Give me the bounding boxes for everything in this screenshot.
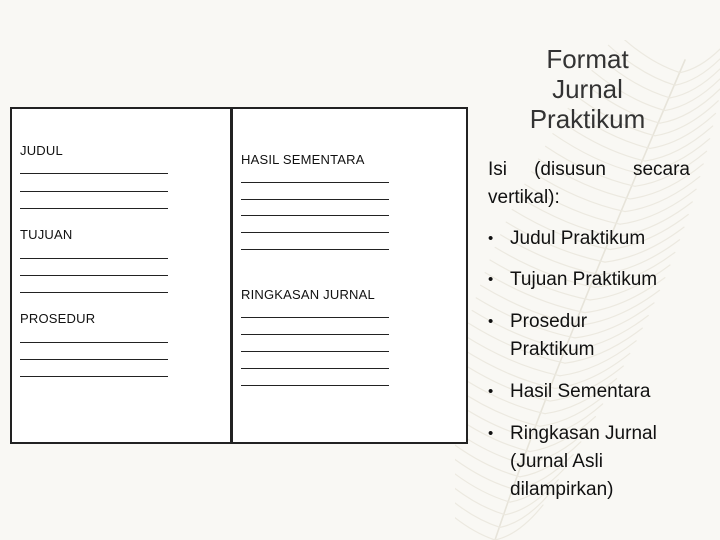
blank-line xyxy=(241,385,389,386)
section-title-ringkasan-jurnal: RINGKASAN JURNAL xyxy=(241,287,375,302)
blank-line xyxy=(241,249,389,250)
bullet-text: Tujuan Praktikum xyxy=(510,269,658,290)
blank-line xyxy=(241,182,389,183)
bullet-text: Praktikum xyxy=(510,339,595,360)
blank-line xyxy=(20,191,168,192)
bullet-dot: • xyxy=(488,271,494,288)
blank-line xyxy=(20,173,168,174)
journal-right-page xyxy=(231,107,468,444)
bullet-item xyxy=(488,308,703,364)
blank-line xyxy=(241,368,389,369)
bullet-text: Ringkasan Jurnal xyxy=(510,423,657,444)
blank-line xyxy=(241,334,389,335)
bullet-dot: • xyxy=(488,313,494,330)
bullet-text: (Jurnal Asli xyxy=(510,451,603,472)
bullet-text: Prosedur xyxy=(510,311,588,332)
blank-line xyxy=(20,258,168,259)
slide-title-line: Jurnal xyxy=(552,74,623,104)
section-title-prosedur: PROSEDUR xyxy=(20,311,96,326)
blank-line xyxy=(241,232,389,233)
bullet-dot: • xyxy=(488,383,494,400)
blank-line xyxy=(20,292,168,293)
slide-title-line: Format xyxy=(546,44,629,74)
blank-line xyxy=(20,342,168,343)
section-title-tujuan: TUJUAN xyxy=(20,227,73,242)
section-title-judul: JUDUL xyxy=(20,143,63,158)
slide-title-line: Praktikum xyxy=(529,104,646,134)
blank-line xyxy=(20,376,168,377)
intro-text: Isi (disusun secara vertikal): xyxy=(488,159,690,208)
blank-line xyxy=(241,351,389,352)
section-title-hasil-sementara: HASIL SEMENTARA xyxy=(241,152,365,167)
blank-line xyxy=(241,199,389,200)
bullet-text: Hasil Sementara xyxy=(510,381,651,402)
bullet-item xyxy=(488,378,703,406)
bullet-dot: • xyxy=(488,425,494,442)
bullet-text: Judul Praktikum xyxy=(510,228,646,249)
bullet-item xyxy=(488,420,703,504)
blank-line xyxy=(20,359,168,360)
bullet-item xyxy=(488,225,703,253)
bullet-item xyxy=(488,266,703,294)
blank-line xyxy=(241,317,389,318)
blank-line xyxy=(241,215,389,216)
bullet-dot: • xyxy=(488,230,494,247)
slide-title xyxy=(500,44,675,134)
bullet-text: dilampirkan) xyxy=(510,479,614,500)
journal-left-page xyxy=(10,107,232,444)
blank-line xyxy=(20,275,168,276)
blank-line xyxy=(20,208,168,209)
